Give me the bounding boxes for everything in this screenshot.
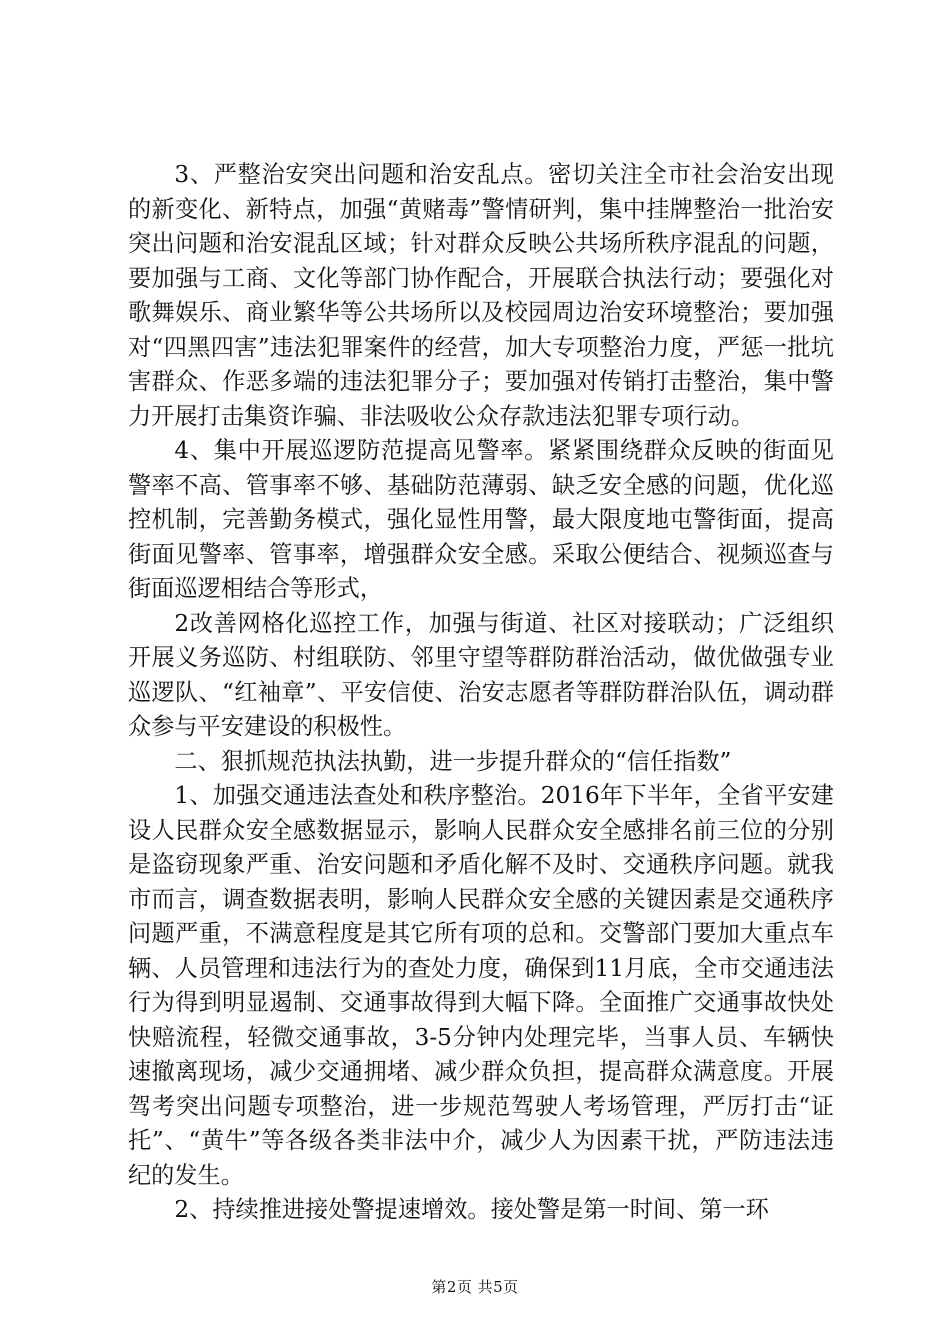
paragraph-patrol-prevention: 4、集中开展巡逻防范提高见警率。紧紧围绕群众反映的街面见警率不高、管事率不够、基础防范薄弱、缺乏安全感的问题，优化巡控机制，完善勤务模式，强化显性用警，最大限度地屯警街面，提高街面见警率、管事率，增强群众安全感。采取公便结合、视频巡查与街面巡逻相结合等形式，: [128, 437, 834, 602]
section-heading-law-enforcement: 二、狠抓规范执法执勤，进一步提升群众的“信任指数”: [174, 747, 732, 775]
document-body: [128, 158, 834, 1228]
paragraph-traffic-enforcement: 1、加强交通违法查处和秩序整治。2016年下半年，全省平安建设人民群众安全感数据显示，影响人民群众安全感排名前三位的分别是盗窃现象严重、治安问题和矛盾化解不及时、交通秩序问题。就我市而言，调查数据表明，影响人民群众安全感的关键因素是交通秩序问题严重，不满意程度是其它所有项的总和。交警部门要加大重点车辆、人员管理和违法行为的查处力度，确保到11月底，全市交通违法行为得到明显遏制、交通事故得到大幅下降。全面推广交通事故快处快赔流程，轻微交通事故，3-5分钟内处理完毕，当事人员、车辆快速撤离现场，减少交通拥堵、减少群众负担，提高群众满意度。开展驾考突出问题专项整治，进一步规范驾驶人考场管理，严厉打击“证托”、“黄牛”等各级各类非法中介，减少人为因素干扰，严防违法违纪的发生。: [128, 782, 834, 1189]
paragraph-grid-patrol: 2改善网格化巡控工作，加强与街道、社区对接联动；广泛组织开展义务巡防、村组联防、邻里守望等群防群治活动，做优做强专业巡逻队、“红袖章”、平安信使、治安志愿者等群防群治队伍，调动群众参与平安建设的积极性。: [128, 609, 834, 740]
paragraph-police-response: 2、持续推进接处警提速增效。接处警是第一时间、第一环: [174, 1196, 769, 1223]
page-number-footer: 第2页 共5页: [431, 1278, 519, 1296]
paragraph-security-rectification: 3、严整治安突出问题和治安乱点。密切关注全市社会治安出现的新变化、新特点，加强“黄赌毒”警情研判，集中挂牌整治一批治安突出问题和治安混乱区域；针对群众反映公共场所秩序混乱的问题，要加强与工商、文化等部门协作配合，开展联合执法行动；要强化对歌舞娱乐、商业繁华等公共场所以及校园周边治安环境整治；要加强对“四黑四害”违法犯罪案件的经营，加大专项整治力度，严惩一批坑害群众、作恶多端的违法犯罪分子；要加强对传销打击整治，集中警力开展打击集资诈骗、非法吸收公众存款违法犯罪专项行动。: [128, 161, 834, 430]
